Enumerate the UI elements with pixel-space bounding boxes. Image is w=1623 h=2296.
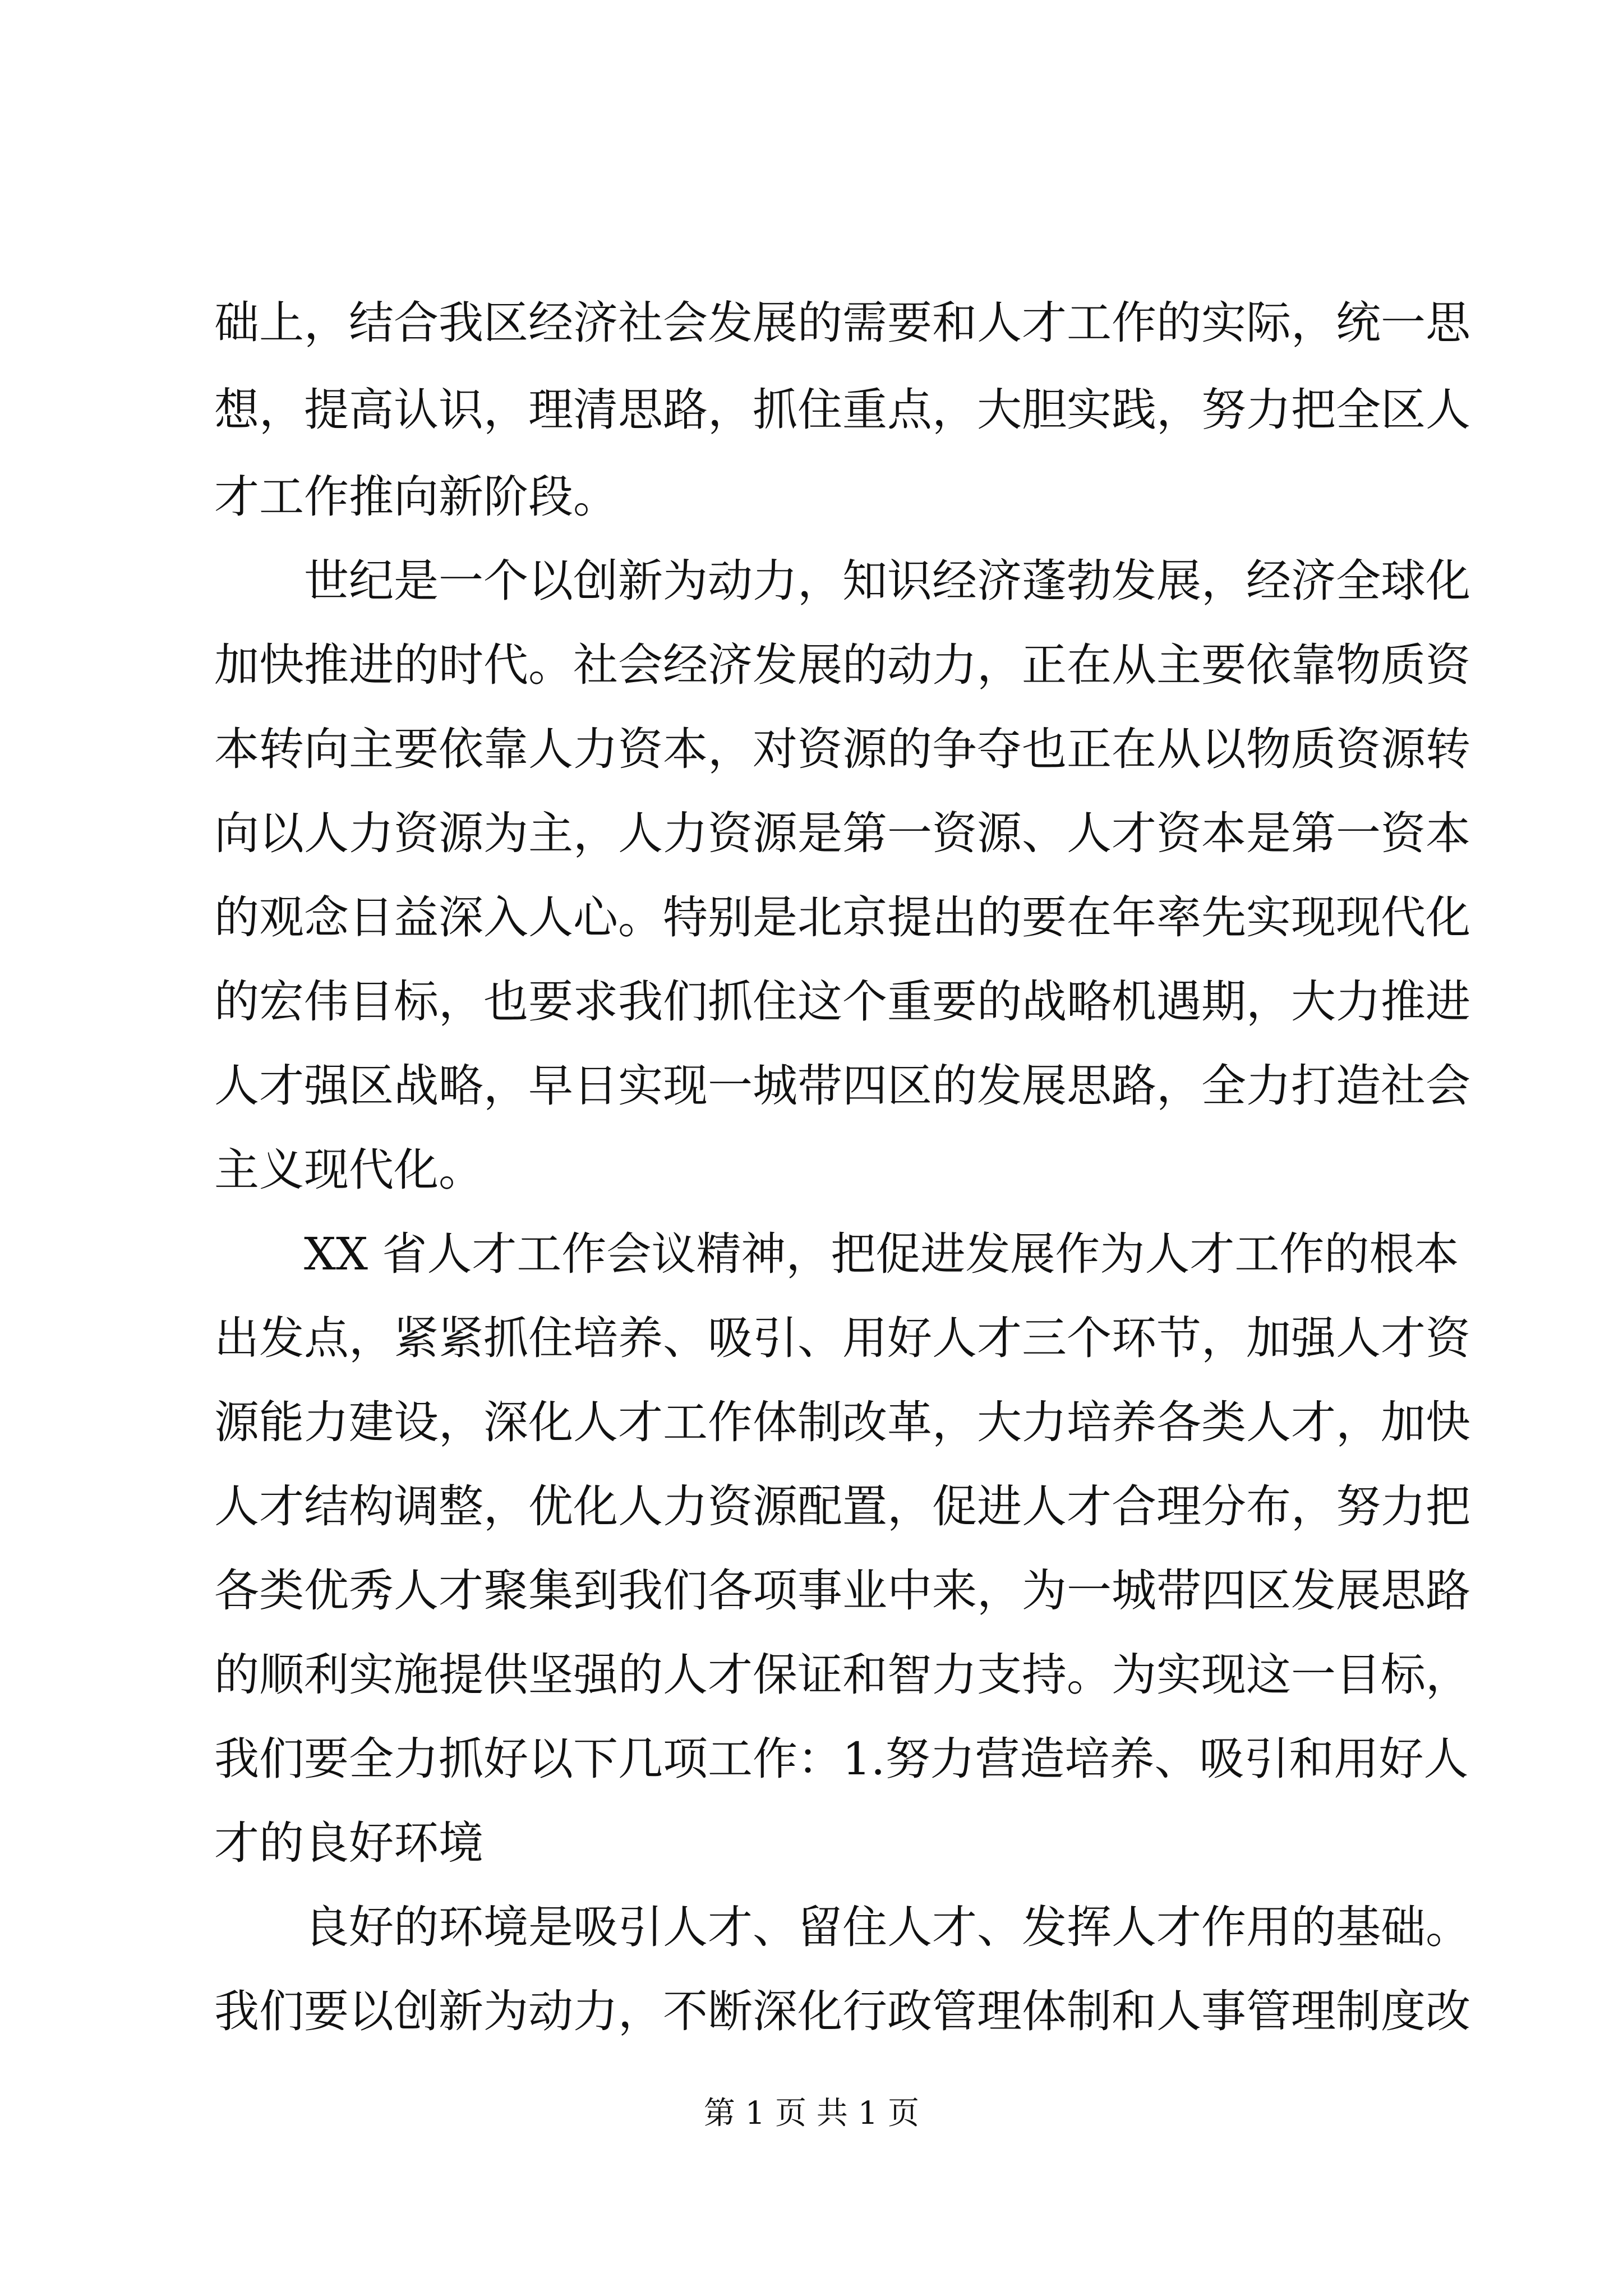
text-line-1: 础上，结合我区经济社会发展的需要和人才工作的实际，统一思 xyxy=(214,297,1470,349)
text-line-16: 各类优秀人才聚集到我们各项事业中来，为一城带四区发展思路 xyxy=(214,1565,1470,1617)
text-line-12: XX 省人才工作会议精神，把促进发展作为人才工作的根本 xyxy=(214,1228,1459,1280)
text-line-6: 本转向主要依靠人力资本，对资源的争夺也正在从以物质资源转 xyxy=(214,723,1470,775)
text-line-10: 人才强区战略，早日实现一城带四区的发展思路，全力打造社会 xyxy=(214,1060,1470,1112)
text-line-21: 我们要以创新为动力，不断深化行政管理体制和人事管理制度改 xyxy=(214,1985,1470,2037)
text-line-20: 良好的环境是吸引人才、留住人才、发挥人才作用的基础。 xyxy=(214,1901,1470,1953)
text-line-2: 想，提高认识，理清思路，抓住重点，大胆实践，努力把全区人 xyxy=(214,384,1470,436)
text-line-13: 出发点，紧紧抓住培养、吸引、用好人才三个环节，加强人才资 xyxy=(214,1312,1470,1364)
text-line-4: 世纪是一个以创新为动力，知识经济蓬勃发展，经济全球化 xyxy=(214,555,1470,607)
page-number-footer: 第 1 页 共 1 页 xyxy=(703,2095,920,2132)
text-line-7: 向以人力资源为主，人力资源是第一资源、人才资本是第一资本 xyxy=(214,807,1470,859)
text-line-17: 的顺利实施提供坚强的人才保证和智力支持。为实现这一目标， xyxy=(214,1649,1470,1701)
text-line-19: 才的良好环境 xyxy=(214,1817,483,1869)
text-line-9: 的宏伟目标，也要求我们抓住这个重要的战略机遇期，大力推进 xyxy=(214,976,1470,1028)
text-line-3: 才工作推向新阶段。 xyxy=(214,471,618,523)
text-line-14: 源能力建设，深化人才工作体制改革，大力培养各类人才，加快 xyxy=(214,1396,1470,1448)
text-line-8: 的观念日益深入人心。特别是北京提出的要在年率先实现现代化 xyxy=(214,891,1470,944)
text-line-18: 我们要全力抓好以下几项工作：1.努力营造培养、吸引和用好人 xyxy=(214,1733,1469,1785)
text-line-15: 人才结构调整，优化人力资源配置，促进人才合理分布，努力把 xyxy=(214,1480,1470,1533)
text-line-5: 加快推进的时代。社会经济发展的动力，正在从主要依靠物质资 xyxy=(214,639,1470,691)
text-line-11: 主义现代化。 xyxy=(214,1144,483,1196)
